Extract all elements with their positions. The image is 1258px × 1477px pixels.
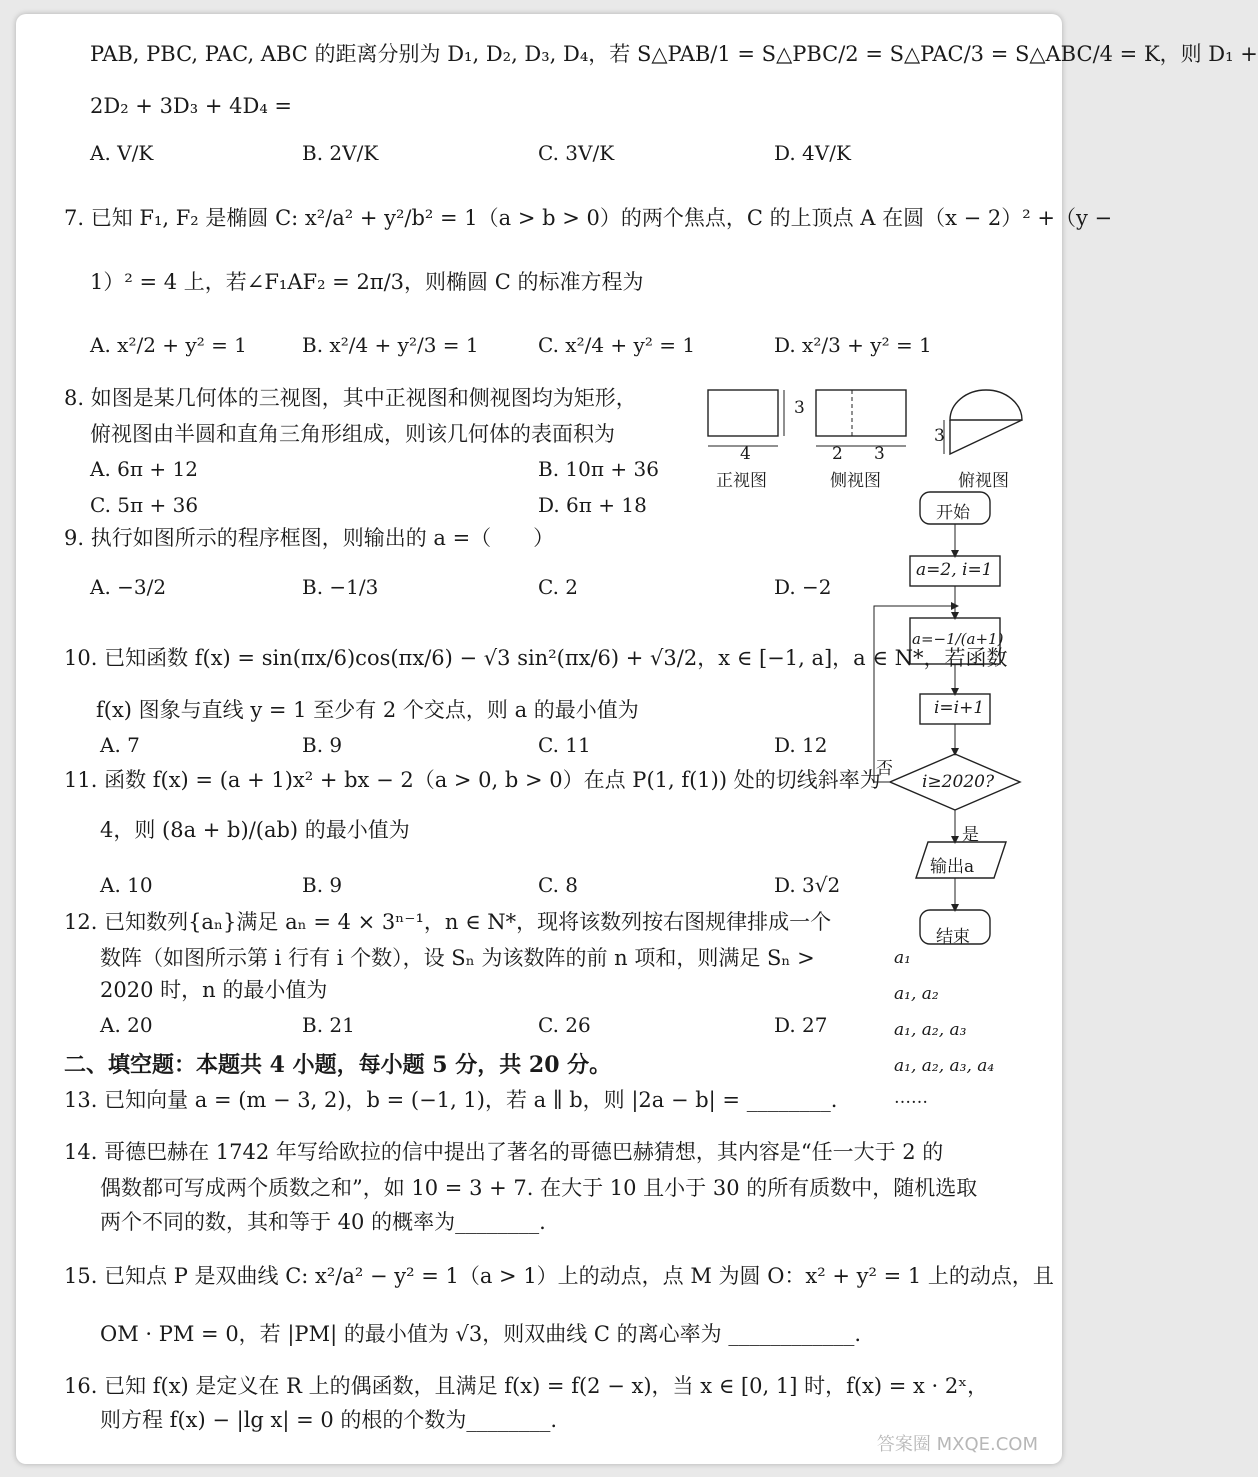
q14-line2: 偶数都可写成两个质数之和”，如 10 = 3 + 7. 在大于 10 且小于 30 的所有质数中，随机选取	[100, 1176, 978, 1200]
q8-choice-d: D. 6π + 18	[538, 493, 647, 517]
q7-line1: 7. 已知 F₁, F₂ 是椭圆 C: x²/a² + y²/b² = 1（a > b > 0）的两个焦点，C 的上顶点 A 在圆（x − 2）² +（y −	[64, 206, 1113, 230]
q7-choice-b: B. x²/4 + y²/3 = 1	[302, 333, 479, 357]
flow-end-text: 结束	[936, 927, 970, 947]
q16-line2: 则方程 f(x) − |lg x| = 0 的根的个数为________.	[100, 1408, 558, 1432]
watermark: 答案圈 MXQE.COM	[876, 1434, 1038, 1455]
flow-cond-text: i≥2020?	[922, 772, 995, 792]
q9-choice-c: C. 2	[538, 575, 579, 599]
q15-line1: 15. 已知点 P 是双曲线 C: x²/a² − y² = 1（a > 1）上的动点，点 M 为圆 O：x² + y² = 1 上的动点，且	[64, 1264, 1054, 1288]
q12-line1: 12. 已知数列{aₙ}满足 aₙ = 4 × 3ⁿ⁻¹，n ∈ N*，现将该数列按右图规律排成一个	[64, 910, 832, 934]
q7-choice-a: A. x²/2 + y² = 1	[90, 333, 247, 357]
q12-choice-c: C. 26	[538, 1013, 591, 1037]
q6-choice-a: A. V/K	[90, 141, 154, 165]
matrix-row-4: a₁, a₂, a₃, a₄	[894, 1056, 995, 1076]
q10-line2: f(x) 图象与直线 y = 1 至少有 2 个交点，则 a 的最小值为	[96, 698, 639, 722]
q11-choice-d: D. 3√2	[774, 873, 841, 897]
q6-choice-b: B. 2V/K	[302, 141, 379, 165]
q7-choice-d: D. x²/3 + y² = 1	[774, 333, 932, 357]
flow-assign-text: a=−1/(a+1)	[912, 630, 1004, 648]
flow-no-label: 否	[876, 759, 893, 779]
q11-line2: 4，则 (8a + b)/(ab) 的最小值为	[100, 818, 410, 842]
q10-line1: 10. 已知函数 f(x) = sin(πx/6)cos(πx/6) − √3 sin²(πx/6) + √3/2，x ∈ [−1, a]，a ∈ N*，若函数	[64, 646, 1008, 670]
q6-line1: PAB, PBC, PAC, ABC 的距离分别为 D₁, D₂, D₃, D₄，若 S△PAB/1 = S△PBC/2 = S△PAC/3 = S△ABC/4 = K，则 D₁ +	[90, 42, 1258, 66]
flow-output-text: 输出a	[930, 857, 975, 877]
side-right-dim: 3	[874, 444, 885, 464]
q8-line1: 8. 如图是某几何体的三视图，其中正视图和侧视图均为矩形，	[64, 386, 637, 410]
q11-choice-a: A. 10	[100, 873, 153, 897]
matrix-ellipsis: ……	[894, 1088, 928, 1108]
flow-yes-label: 是	[962, 825, 979, 845]
exam-page	[16, 14, 1258, 1464]
flowchart	[866, 490, 1036, 950]
flow-init-text: a=2, i=1	[916, 560, 993, 580]
side-view-label: 侧视图	[830, 471, 881, 491]
matrix-row-2: a₁, a₂	[894, 984, 939, 1004]
section-2-title: 二、填空题：本题共 4 小题，每小题 5 分，共 20 分。	[64, 1052, 612, 1078]
q8-line2: 俯视图由半圆和直角三角形组成，则该几何体的表面积为	[90, 422, 615, 446]
q11-choice-b: B. 9	[302, 873, 343, 897]
side-left-dim: 2	[832, 444, 843, 464]
q8-choice-c: C. 5π + 36	[90, 493, 199, 517]
front-height-dim: 3	[794, 398, 805, 418]
q6-choice-d: D. 4V/K	[774, 141, 851, 165]
q9-choice-d: D. −2	[774, 575, 832, 599]
q10-choice-c: C. 11	[538, 733, 591, 757]
q12-line3: 2020 时，n 的最小值为	[100, 978, 328, 1002]
q14-line3: 两个不同的数，其和等于 40 的概率为________.	[100, 1210, 546, 1234]
flow-start-text: 开始	[936, 503, 970, 523]
q7-choice-c: C. x²/4 + y² = 1	[538, 333, 696, 357]
q9-line1: 9. 执行如图所示的程序框图，则输出的 a =（ ）	[64, 526, 555, 550]
q9-choice-b: B. −1/3	[302, 575, 379, 599]
q12-line2: 数阵（如图所示第 i 行有 i 个数），设 Sₙ 为该数阵的前 n 项和，则满足 Sₙ >	[100, 946, 815, 970]
q6-choice-c: C. 3V/K	[538, 141, 615, 165]
flow-incr-text: i=i+1	[934, 698, 985, 718]
q10-choice-a: A. 7	[100, 733, 140, 757]
front-view	[708, 390, 784, 446]
q7-line2: 1）² = 4 上，若∠F₁AF₂ = 2π/3，则椭圆 C 的标准方程为	[90, 270, 644, 294]
q16-line1: 16. 已知 f(x) 是定义在 R 上的偶函数，且满足 f(x) = f(2 − x)，当 x ∈ [0, 1] 时，f(x) = x · 2ˣ，	[64, 1374, 989, 1398]
q12-choice-a: A. 20	[100, 1013, 153, 1037]
front-width-dim: 4	[740, 444, 751, 464]
top-view-label: 俯视图	[958, 471, 1009, 491]
q10-choice-b: B. 9	[302, 733, 343, 757]
q6-line2: 2D₂ + 3D₃ + 4D₄ =	[90, 94, 293, 118]
matrix-row-1: a₁	[894, 948, 911, 968]
top-height-dim: 3	[934, 426, 945, 446]
matrix-row-3: a₁, a₂, a₃	[894, 1020, 967, 1040]
q14-line1: 14. 哥德巴赫在 1742 年写给欧拉的信中提出了著名的哥德巴赫猜想，其内容是“任一大于 2 的	[64, 1140, 944, 1164]
q15-line2: OM · PM = 0，若 |PM| 的最小值为 √3，则双曲线 C 的离心率为 ____________.	[100, 1322, 862, 1346]
q9-choice-a: A. −3/2	[90, 575, 167, 599]
side-view	[816, 390, 906, 446]
q12-choice-b: B. 21	[302, 1013, 355, 1037]
q11-line1: 11. 函数 f(x) = (a + 1)x² + bx − 2（a > 0, b > 0）在点 P(1, f(1)) 处的切线斜率为	[64, 768, 881, 792]
q13-line: 13. 已知向量 a = (m − 3, 2)，b = (−1, 1)，若 a ∥ b，则 |2a − b| = ________.	[64, 1088, 838, 1112]
q8-choice-b: B. 10π + 36	[538, 457, 659, 481]
q11-choice-c: C. 8	[538, 873, 579, 897]
front-view-label: 正视图	[716, 471, 767, 491]
q8-choice-a: A. 6π + 12	[90, 457, 198, 481]
top-view	[944, 390, 1022, 454]
q12-choice-d: D. 27	[774, 1013, 828, 1037]
q10-choice-d: D. 12	[774, 733, 828, 757]
